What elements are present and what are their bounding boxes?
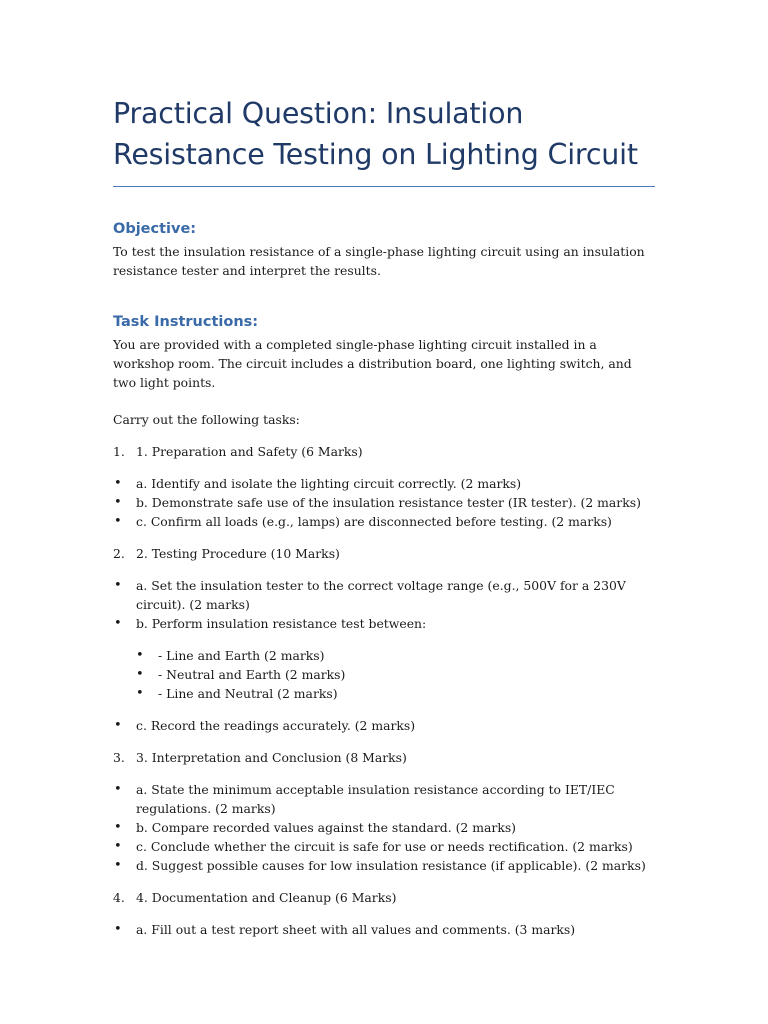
bullet-icon: •	[136, 648, 144, 663]
list-item: • a. Identify and isolate the lighting circuit correctly. (2 marks)	[114, 476, 522, 491]
list-item: • d. Suggest possible causes for low insulation resistance (if applicable). (2 marks)	[114, 858, 646, 873]
objective-text: To test the insulation resistance of a single-phase lighting circuit using an insulation resistance tester and interpret the results.	[113, 244, 645, 278]
list-item: • a. Set the insulation tester to the correct voltage range (e.g., 500V for a 230V circuit). (2 marks)	[114, 578, 626, 612]
document-page	[113, 0, 658, 939]
bullet-icon: •	[114, 839, 122, 854]
title-divider	[113, 186, 655, 187]
bullet-icon: •	[114, 858, 122, 873]
section-title: 1. Preparation and Safety (6 Marks)	[136, 444, 363, 459]
bullet-icon: •	[114, 782, 122, 797]
section-4-heading	[113, 888, 658, 907]
section-3-heading	[113, 748, 658, 767]
bullet-icon: •	[114, 495, 122, 510]
sub-list-item: • - Neutral and Earth (2 marks)	[136, 667, 346, 682]
bullet-icon: •	[114, 514, 122, 529]
section-number: 1.	[113, 444, 125, 459]
carry-out-text: Carry out the following tasks:	[113, 412, 300, 427]
bullet-icon: •	[114, 718, 122, 733]
sub-list-item: • - Line and Neutral (2 marks)	[136, 686, 338, 701]
section-4-list	[113, 920, 658, 939]
task-instructions-heading: Task Instructions:	[113, 314, 259, 330]
list-item: • c. Confirm all loads (e.g., lamps) are disconnected before testing. (2 marks)	[114, 514, 612, 529]
list-item: • c. Conclude whether the circuit is safe for use or needs rectification. (2 marks)	[114, 839, 633, 854]
bullet-icon: •	[136, 686, 144, 701]
bullet-icon: •	[114, 820, 122, 835]
section-3-list	[113, 780, 658, 875]
section-number: 3.	[113, 750, 125, 765]
section-number: 2.	[113, 546, 125, 561]
bullet-icon: •	[114, 616, 122, 631]
section-1-heading	[113, 442, 658, 461]
section-title: 3. Interpretation and Conclusion (8 Marks)	[136, 750, 407, 765]
section-title: 4. Documentation and Cleanup (6 Marks)	[136, 890, 397, 905]
section-number: 4.	[113, 890, 125, 905]
list-item: • b. Demonstrate safe use of the insulation resistance tester (IR tester). (2 marks)	[114, 495, 641, 510]
section-1-list	[113, 474, 658, 531]
section-2-list	[113, 576, 658, 633]
section-title: 2. Testing Procedure (10 Marks)	[136, 546, 340, 561]
list-item: • b. Compare recorded values against the standard. (2 marks)	[114, 820, 517, 835]
sub-list-item: • - Line and Earth (2 marks)	[136, 648, 325, 663]
bullet-icon: •	[114, 578, 122, 593]
bullet-icon: •	[114, 922, 122, 937]
section-2-list-continued	[113, 716, 658, 735]
section-2-sublist	[113, 646, 658, 703]
list-item: • b. Perform insulation resistance test between:	[114, 616, 427, 631]
page-title: Practical Question: Insulation Resistance Testing on Lighting Circuit	[113, 97, 638, 171]
section-2-heading	[113, 544, 658, 563]
list-item: • c. Record the readings accurately. (2 marks)	[114, 718, 416, 733]
task-intro-text: You are provided with a completed single-phase lighting circuit installed in a workshop room. The circuit includes a distribution board, one lighting switch, and two light points.	[113, 337, 632, 390]
list-item: • a. Fill out a test report sheet with all values and comments. (3 marks)	[114, 922, 576, 937]
list-item: • a. State the minimum acceptable insulation resistance according to IET/IEC regulations. (2 marks)	[114, 782, 615, 816]
objective-heading: Objective:	[113, 221, 197, 237]
bullet-icon: •	[114, 476, 122, 491]
bullet-icon: •	[136, 667, 144, 682]
